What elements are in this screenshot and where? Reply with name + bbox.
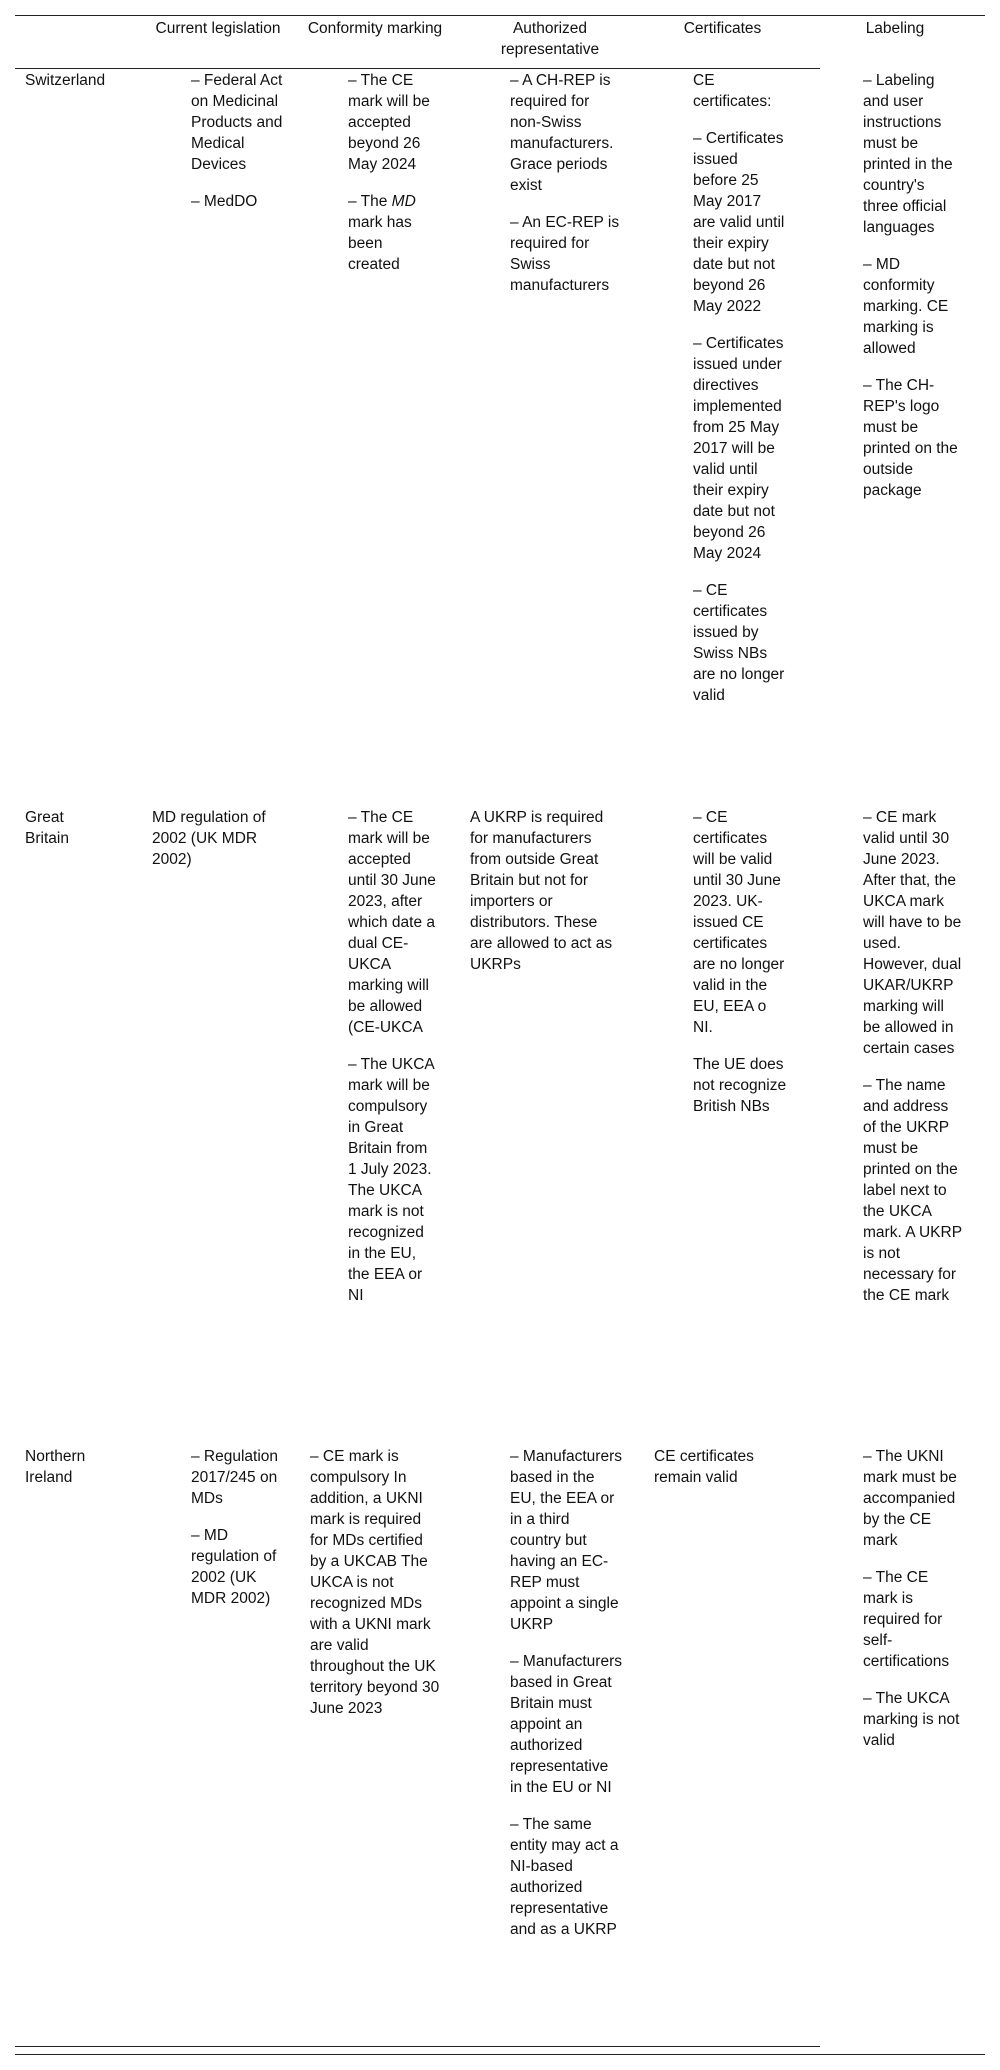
row-northern-ireland-representative: – Manufacturers based in the EU, the EEA or in a third country but having an EC-REP must appoint a single UKRP – Manufacturers based in Great Britain must appoint an authorized representative in the EU or NI – The same entity may act a NI-based authorized representative and as a UKRP xyxy=(510,1448,622,1938)
row-switzerland-legislation: – Federal Act on Medicinal Products and Medical Devices – MedDO xyxy=(191,72,283,210)
header-current-legislation: Current legislation xyxy=(155,20,281,37)
header-rule xyxy=(15,68,820,69)
row-northern-ireland-legislation: – Regulation 2017/245 on MDs – MD regulation of 2002 (UK MDR 2002) xyxy=(191,1448,279,1607)
row-switzerland-marking: – The CE mark will be accepted beyond 26 May 2024 – The MD mark has been created xyxy=(348,72,430,273)
row-northern-ireland-marking: – CE mark is compulsory In addition, a UKNI mark is required for MDs certified by a UKCAB The UKCA is not recognized MDs with a UKNI mark are valid throughout the UK territory beyond 30 June 2023 xyxy=(310,1448,440,1717)
row-great-britain-country: Great Britain xyxy=(25,809,69,847)
row-switzerland-representative: – A CH-REP is required for non-Swiss manufacturers. Grace periods exist – An EC-REP is required for Swiss manufacturers xyxy=(510,72,620,294)
row-switzerland-country: Switzerland xyxy=(25,72,106,89)
header-conformity-marking: Conformity marking xyxy=(307,20,443,37)
row-great-britain-legislation: MD regulation of 2002 (UK MDR 2002) xyxy=(152,809,266,868)
header-certificates: Certificates xyxy=(683,20,762,37)
top-rule xyxy=(15,15,985,16)
bottom-rule-2 xyxy=(15,2054,985,2055)
row-switzerland-labeling: – Labeling and user instructions must be printed in the country's three official languages – MD conformity marking. CE marking is allowed – The CH-REP's logo must be printed on the outside package xyxy=(863,72,958,499)
row-switzerland-certificates: CE certificates: – Certificates issued before 25 May 2017 are valid until their expiry date but not beyond 26 May 2022 – Certificates issued under directives implemented from 25 May 2017 will be valid until their expiry date but not beyond 26 May 2024 – CE certificates issued by Swiss NBs are no longer valid xyxy=(693,72,785,704)
row-northern-ireland-certificates: CE certificates remain valid xyxy=(654,1448,754,1486)
row-great-britain-representative: A UKRP is required for manufacturers from outside Great Britain but not for importers or distributors. These are allowed to act as UKRPs xyxy=(470,809,613,973)
row-northern-ireland-country: Northern Ireland xyxy=(25,1448,86,1486)
row-northern-ireland-labeling: – The UKNI mark must be accompanied by the CE mark – The CE mark is required for self-certifications – The UKCA marking is not valid xyxy=(863,1448,960,1749)
row-great-britain-certificates: – CE certificates will be valid until 30 June 2023. UK-issued CE certificates are no longer valid in the EU, EEA o NI. The UE does not recognize British NBs xyxy=(693,809,787,1115)
header-authorized-representative: Authorized representative xyxy=(500,20,600,58)
row-great-britain-labeling: – CE mark valid until 30 June 2023. After that, the UKCA mark will have to be used. However, dual UKAR/UKRP marking will be allowed in certain cases – The name and address of the UKRP must be printed on the label next to the UKCA mark. A UKRP is not necessary for the CE mark xyxy=(863,809,962,1304)
bottom-rule-1 xyxy=(15,2046,820,2047)
header-labeling: Labeling xyxy=(865,20,925,37)
row-great-britain-marking: – The CE mark will be accepted until 30 June 2023, after which date a dual CE-UKCA marking will be allowed (CE-UKCA – The UKCA mark will be compulsory in Great Britain from 1 July 2023. The UKCA mark is not recognized in the EU, the EEA or NI xyxy=(348,809,436,1304)
